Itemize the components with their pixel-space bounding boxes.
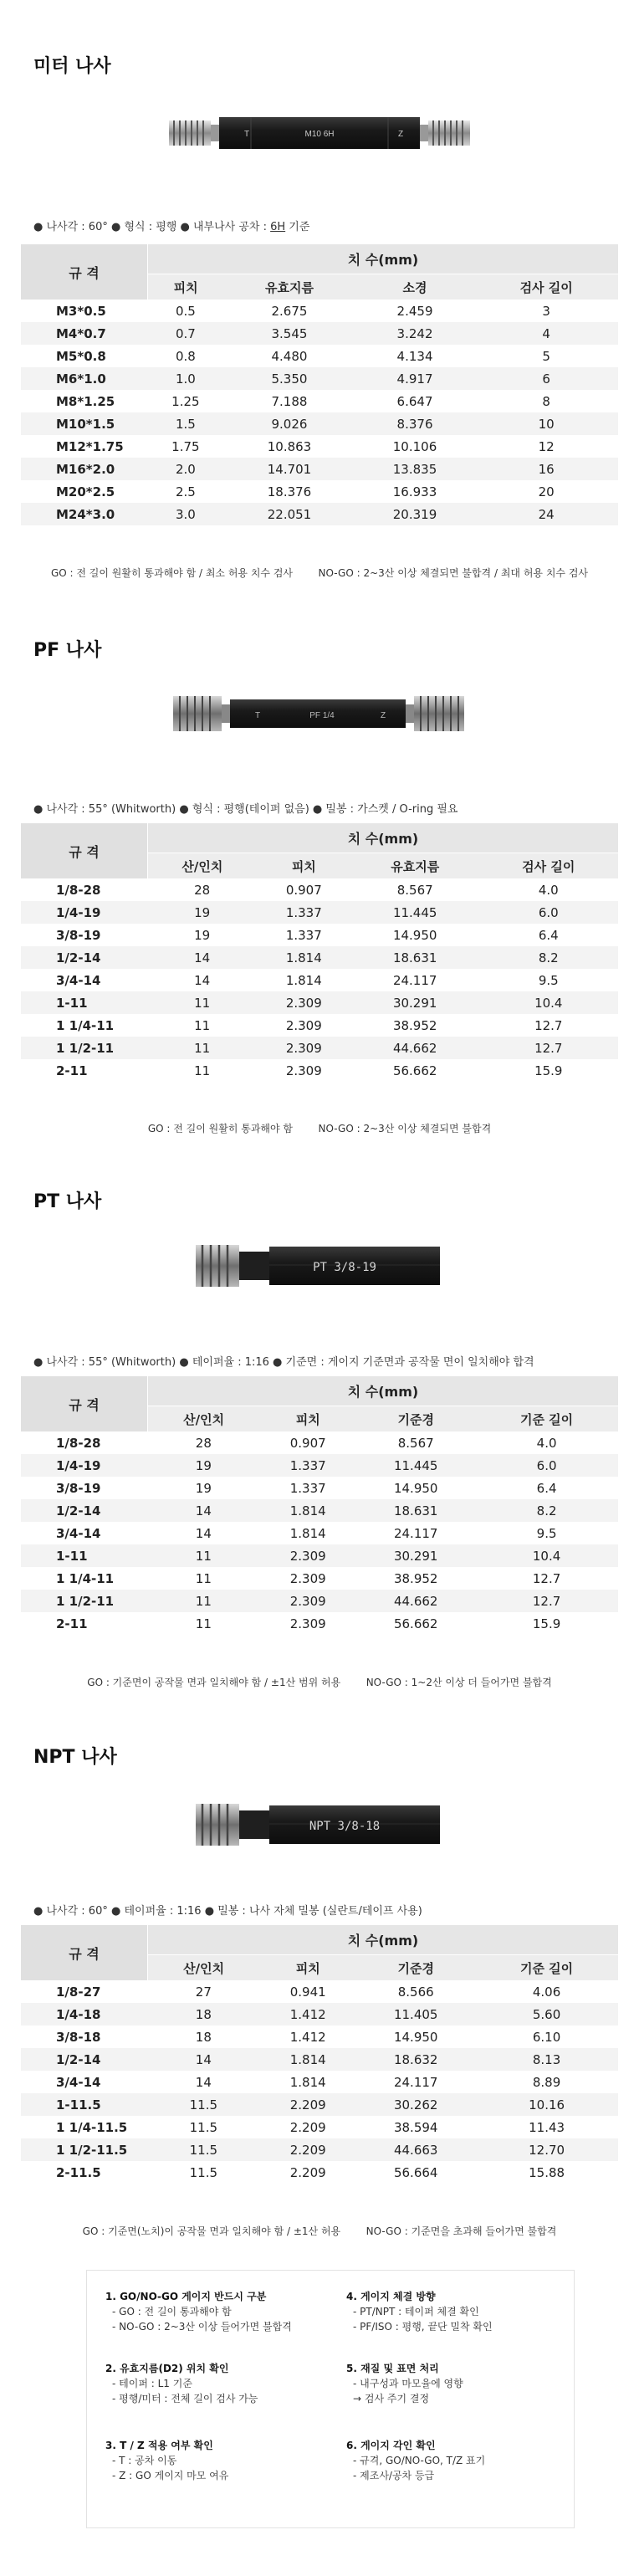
table-cell-spec: 2-11: [56, 1616, 88, 1631]
table-row: [21, 1544, 618, 1567]
table-cell: 10.16: [475, 2093, 618, 2116]
table-row: [21, 435, 618, 458]
table-cell: 11: [148, 1590, 260, 1612]
checklist-line: - T : 공차 이동: [112, 2455, 177, 2466]
checklist-line: - 제조사/공차 등급: [353, 2470, 435, 2481]
table-column-header: 기준경: [356, 1955, 475, 1981]
table-cell: 8.567: [397, 1435, 434, 1451]
table-cell-spec: 1/8-28: [56, 1435, 101, 1451]
table-cell: 11.5: [148, 2093, 260, 2116]
table-row: [21, 2138, 618, 2161]
table-cell: 2.209: [289, 2119, 326, 2135]
table-row: [21, 1014, 618, 1037]
table-cell: 6.0: [475, 1454, 618, 1477]
checklist-line: - PT/NPT : 테이퍼 체결 확인: [353, 2306, 479, 2317]
table-cell: 1.412: [259, 2003, 356, 2025]
table-cell: 15.9: [534, 1063, 563, 1078]
table-cell-spec: 3/4-14: [56, 972, 101, 988]
table-header-spec: 규 격: [21, 244, 148, 300]
table-cell: 0.907: [289, 1435, 326, 1451]
table-row: [21, 2025, 618, 2048]
table-cell: 1.25: [171, 393, 200, 409]
table-cell: 7.188: [271, 393, 308, 409]
table-cell: 2.209: [259, 2093, 356, 2116]
table-cell: 16: [474, 458, 618, 480]
checklist-heading: 5. 재질 및 표면 처리: [346, 2363, 439, 2374]
table-cell: 10.106: [392, 438, 437, 454]
table-cell-spec: 1 1/4-11.5: [56, 2119, 128, 2135]
table-cell: 10.4: [479, 991, 618, 1014]
table-cell: 14: [194, 972, 211, 988]
gauge-mark-z: Z: [381, 711, 386, 720]
table-cell: 30.291: [351, 991, 479, 1014]
table-cell: 8.376: [355, 412, 475, 435]
table-row: [21, 1522, 618, 1544]
table-cell: 38.952: [392, 1017, 437, 1033]
table-cell: 10.4: [475, 1544, 618, 1567]
gauge-mark-t: T: [255, 711, 261, 720]
table-cell-spec: M5*0.8: [56, 348, 106, 364]
table-cell: 14: [148, 946, 257, 969]
metric-spec-line: ● 나사각 : 60° ● 형식 : 평행 ● 내부나사 공차 : 6H 기준: [33, 221, 310, 233]
table-cell: 12: [538, 438, 555, 454]
table-cell: 1.337: [257, 901, 351, 924]
table-cell: 0.907: [285, 882, 322, 898]
table-cell: 2.309: [285, 1063, 322, 1078]
table-cell: 8: [542, 393, 550, 409]
table-row: [21, 1431, 618, 1454]
table-row: [21, 901, 618, 924]
table-cell: 4.917: [355, 367, 475, 390]
table-cell: 56.662: [392, 1063, 437, 1078]
table-row: [21, 1980, 618, 2003]
pf-spec-line: ● 나사각 : 55° (Whitworth) ● 형식 : 평행(테이퍼 없음) ● 밀봉 : 가스켓 / O-ring 필요: [33, 803, 458, 816]
table-row: [21, 2093, 618, 2116]
table-cell: 18.631: [356, 1499, 475, 1522]
gauge-engraving: M10 6H: [304, 130, 335, 139]
table-cell: 5.60: [475, 2003, 618, 2025]
table-cell: 4.480: [271, 348, 308, 364]
table-cell-spec: 1-11: [21, 1544, 148, 1567]
table-cell-spec: 1/4-19: [21, 1454, 148, 1477]
table-row: [21, 458, 618, 480]
table-cell: 12.7: [532, 1570, 561, 1586]
checklist-line: → 검사 주기 결정: [353, 2393, 430, 2404]
table-cell: 8.567: [396, 882, 433, 898]
table-cell: 3.545: [223, 322, 355, 345]
table-cell: 28: [194, 882, 211, 898]
table-cell: 11.43: [529, 2119, 565, 2135]
table-cell: 11.405: [356, 2003, 475, 2025]
table-cell: 11: [194, 1017, 211, 1033]
checklist-item: [105, 2361, 258, 2406]
table-cell: 2.309: [259, 1590, 356, 1612]
table-cell: 8.2: [479, 946, 618, 969]
table-cell: 0.7: [148, 322, 224, 345]
table-cell-spec: 2-11: [56, 1063, 88, 1078]
table-row: [21, 367, 618, 390]
table-column-header: 피치: [259, 1955, 356, 1981]
table-cell: 38.952: [393, 1570, 438, 1586]
table-cell: 19: [148, 1454, 260, 1477]
table-cell: 4.0: [536, 1435, 557, 1451]
table-cell-spec: 2-11.5: [56, 2164, 101, 2180]
table-row: [21, 1477, 618, 1499]
table-cell: 15.88: [529, 2164, 565, 2180]
table-column-header: 기준 길이: [475, 1406, 618, 1432]
checklist-heading: 2. 유효지름(D2) 위치 확인: [105, 2363, 229, 2374]
table-cell: 1.337: [285, 927, 322, 943]
table-cell: 4.134: [396, 348, 433, 364]
table-cell-spec: 1/2-14: [21, 1499, 148, 1522]
table-header-dimensions: 치 수(mm): [148, 1376, 619, 1406]
gauge-mark-z: Z: [398, 130, 404, 139]
table-column-header: 기준 길이: [475, 1955, 618, 1981]
table-cell: 14: [148, 1499, 260, 1522]
section-title-pf: PF 나사: [33, 640, 102, 661]
metric-spec-table: [21, 244, 618, 525]
table-cell: 44.662: [356, 1590, 475, 1612]
table-cell-spec: 1-11: [21, 991, 148, 1014]
table-header-spec: 규 격: [21, 1376, 148, 1431]
table-cell: 2.309: [289, 1616, 326, 1631]
table-row: [21, 1590, 618, 1612]
checklist-item: [105, 2289, 292, 2334]
table-cell: 1.814: [285, 972, 322, 988]
table-row: [21, 1499, 618, 1522]
table-cell: 14.950: [392, 927, 437, 943]
table-cell: 18: [195, 2029, 212, 2045]
table-cell: 11.445: [356, 1454, 475, 1477]
table-column-header: 기준경: [356, 1406, 475, 1432]
table-cell-spec: 3/4-14: [56, 2074, 101, 2090]
table-cell: 1.337: [289, 1480, 326, 1496]
table-row: [21, 1567, 618, 1590]
table-row: [21, 2048, 618, 2071]
table-cell: 9.026: [223, 412, 355, 435]
table-cell-spec: M20*2.5: [56, 484, 115, 499]
table-cell: 18.631: [351, 946, 479, 969]
table-cell-spec: M3*0.5: [56, 303, 106, 319]
table-cell: 18.376: [267, 484, 312, 499]
pt-spec-line: ● 나사각 : 55° (Whitworth) ● 테이퍼율 : 1:16 ● 기준면 : 게이지 기준면과 공작물 면이 일치해야 합격: [33, 1356, 534, 1369]
table-cell: 1.5: [148, 412, 224, 435]
table-row: [21, 2116, 618, 2138]
table-cell: 11.5: [189, 2119, 218, 2135]
table-cell-spec: M8*1.25: [56, 393, 115, 409]
table-column-header: 검사 길이: [474, 274, 618, 300]
pf-note: GO : 전 길이 원활히 통과해야 함 NO-GO : 2~3산 이상 체결되면 불합격: [147, 1123, 492, 1134]
table-cell: 2.309: [289, 1570, 326, 1586]
table-header-dimensions: 치 수(mm): [148, 244, 619, 274]
table-row: [21, 2161, 618, 2184]
table-cell-spec: 3/8-18: [56, 2029, 101, 2045]
table-cell: 1.412: [289, 2029, 326, 2045]
table-cell: 8.13: [475, 2048, 618, 2071]
table-cell: 1.814: [257, 946, 351, 969]
table-cell: 8.2: [475, 1499, 618, 1522]
table-cell: 0.5: [175, 303, 196, 319]
table-cell: 2.0: [148, 458, 224, 480]
table-cell: 2.309: [259, 1544, 356, 1567]
table-cell-spec: 1/2-14: [21, 946, 148, 969]
section-title-metric: 미터 나사: [33, 56, 111, 77]
table-cell: 6.4: [538, 927, 559, 943]
table-row: [21, 1059, 618, 1082]
table-cell-spec: 1 1/2-11: [21, 1037, 148, 1059]
table-cell: 24.117: [393, 1525, 438, 1541]
table-cell: 19: [195, 1480, 212, 1496]
table-cell: 2.5: [175, 484, 196, 499]
table-column-header: 산/인치: [148, 1406, 260, 1432]
table-cell-spec: M6*1.0: [21, 367, 148, 390]
table-cell: 30.291: [356, 1544, 475, 1567]
checklist-item: [346, 2361, 463, 2406]
table-row: [21, 924, 618, 946]
checklist-item: [105, 2438, 228, 2483]
table-cell: 11: [195, 1570, 212, 1586]
checklist-heading: 6. 게이지 각인 확인: [346, 2440, 436, 2451]
table-row: [21, 991, 618, 1014]
table-cell: 11.5: [189, 2164, 218, 2180]
table-cell: 1.337: [259, 1454, 356, 1477]
table-cell: 6.10: [532, 2029, 561, 2045]
gauge-engraving: PT 3/8-19: [313, 1261, 376, 1274]
table-cell: 19: [148, 901, 257, 924]
table-header-dimensions: 치 수(mm): [148, 823, 619, 853]
table-cell: 11: [148, 1037, 257, 1059]
table-cell: 4.0: [538, 882, 559, 898]
table-cell: 19: [194, 927, 211, 943]
checklist-box: [86, 2270, 575, 2528]
table-header-spec: 규 격: [21, 823, 148, 878]
table-cell: 6.4: [536, 1480, 557, 1496]
checklist-line: - Z : GO 게이지 마모 여유: [112, 2470, 229, 2481]
table-cell: 1.75: [171, 438, 200, 454]
table-cell: 14: [195, 1525, 212, 1541]
table-cell-spec: 1 1/4-11: [56, 1017, 115, 1033]
checklist-item: [346, 2438, 485, 2483]
table-cell: 14.950: [393, 2029, 438, 2045]
table-cell-spec: M12*1.75: [56, 438, 124, 454]
section-title-npt: NPT 나사: [33, 1747, 117, 1768]
npt-spec-table: [21, 1925, 618, 2184]
table-cell: 5.350: [223, 367, 355, 390]
pt-spec-table: [21, 1376, 618, 1635]
checklist-heading: 1. GO/NO-GO 게이지 반드시 구분: [105, 2291, 267, 2302]
checklist-item: [346, 2289, 493, 2334]
table-cell: 2.675: [271, 303, 308, 319]
table-cell: 56.662: [393, 1616, 438, 1631]
table-cell-spec: 1/4-18: [21, 2003, 148, 2025]
checklist-line: - 테이퍼 : L1 기준: [112, 2378, 192, 2389]
table-column-header: 피치: [257, 853, 351, 879]
metric-plug-gauge-image: [167, 110, 472, 159]
table-cell: 15.9: [532, 1616, 561, 1631]
table-cell: 22.051: [223, 503, 355, 525]
pt-note: GO : 기준면이 공작물 면과 일치해야 함 / ±1산 범위 허용 NO-GO : 1~2산 이상 더 들어가면 불합격: [87, 1677, 552, 1688]
table-cell: 2.309: [257, 1037, 351, 1059]
checklist-line: - 내구성과 마모율에 영향: [353, 2378, 463, 2389]
table-cell-spec: M16*2.0: [21, 458, 148, 480]
table-row: [21, 1454, 618, 1477]
table-cell-spec: 1/8-27: [56, 1984, 101, 2000]
table-cell: 11.445: [351, 901, 479, 924]
table-row: [21, 390, 618, 412]
table-cell: 13.835: [355, 458, 475, 480]
table-row: [21, 345, 618, 367]
table-row: [21, 1612, 618, 1635]
table-column-header: 산/인치: [148, 853, 257, 879]
table-cell-spec: 1/8-28: [56, 882, 101, 898]
table-cell: 20: [538, 484, 555, 499]
table-column-header: 산/인치: [148, 1955, 260, 1981]
table-cell: 56.664: [393, 2164, 438, 2180]
table-cell: 27: [195, 1984, 212, 2000]
table-cell: 24: [474, 503, 618, 525]
table-cell-spec: 3/4-14: [56, 1525, 101, 1541]
table-cell: 44.662: [351, 1037, 479, 1059]
table-cell-spec: 1/2-14: [21, 2048, 148, 2071]
table-cell-spec: 1/4-19: [21, 901, 148, 924]
table-row: [21, 1037, 618, 1059]
npt-plug-gauge-image: [194, 1799, 442, 1856]
table-row: [21, 503, 618, 525]
npt-note: GO : 기준면(노치)이 공작물 면과 일치해야 함 / ±1산 허용 NO-GO : 기준면을 초과해 들어가면 불합격: [82, 2225, 557, 2237]
table-cell: 12.7: [479, 1037, 618, 1059]
table-cell-spec: 1 1/2-11: [21, 1590, 148, 1612]
table-cell: 44.663: [356, 2138, 475, 2161]
gauge-engraving: NPT 3/8-18: [309, 1820, 381, 1833]
table-cell: 10: [474, 412, 618, 435]
table-row: [21, 300, 618, 322]
table-cell: 38.594: [393, 2119, 438, 2135]
checklist-line: - 규격, GO/NO-GO, T/Z 표기: [353, 2455, 486, 2466]
table-row: [21, 412, 618, 435]
checklist-heading: 3. T / Z 적용 여부 확인: [105, 2440, 213, 2451]
gauge-mark-t: T: [244, 130, 250, 139]
table-cell-spec: 1 1/4-11: [56, 1570, 115, 1586]
table-cell: 0.941: [289, 1984, 326, 2000]
checklist-line: - NO-GO : 2~3산 이상 들어가면 불합격: [112, 2321, 292, 2333]
table-cell: 24.117: [393, 2074, 438, 2090]
table-cell-spec: 1 1/2-11.5: [21, 2138, 148, 2161]
table-cell: 16.933: [392, 484, 437, 499]
table-cell: 18: [148, 2003, 260, 2025]
table-cell: 24.117: [392, 972, 437, 988]
table-cell: 28: [195, 1435, 212, 1451]
table-cell: 1.814: [289, 1525, 326, 1541]
table-row: [21, 322, 618, 345]
table-cell: 14.950: [393, 1480, 438, 1496]
table-cell: 4.06: [532, 1984, 561, 2000]
table-row: [21, 2071, 618, 2093]
table-cell: 2.209: [289, 2164, 326, 2180]
table-cell: 12.70: [475, 2138, 618, 2161]
pf-spec-table: [21, 823, 618, 1082]
table-cell: 1.814: [259, 2048, 356, 2071]
table-cell: 6.647: [396, 393, 433, 409]
table-cell: 5: [542, 348, 550, 364]
table-header-spec: 규 격: [21, 1925, 148, 1980]
checklist-heading: 4. 게이지 체결 방향: [346, 2291, 436, 2302]
table-row: [21, 946, 618, 969]
checklist-line: - GO : 전 길이 통과해야 함: [112, 2306, 232, 2317]
pf-plug-gauge-image: [171, 688, 468, 743]
table-cell: 2.309: [257, 991, 351, 1014]
table-cell: 3.242: [355, 322, 475, 345]
table-column-header: 검사 길이: [479, 853, 618, 879]
table-cell: 10.863: [267, 438, 312, 454]
table-row: [21, 2003, 618, 2025]
table-cell: 11: [148, 991, 257, 1014]
table-cell: 2.209: [259, 2138, 356, 2161]
table-cell: 1.814: [259, 1499, 356, 1522]
table-cell: 14.701: [223, 458, 355, 480]
table-cell: 6.0: [479, 901, 618, 924]
metric-note: GO : 전 길이 원활히 통과해야 함 / 최소 허용 치수 검사 NO-GO : 2~3산 이상 체결되면 불합격 / 최대 허용 치수 검사: [50, 567, 589, 579]
table-cell: 20.319: [355, 503, 475, 525]
table-cell: 18.632: [356, 2048, 475, 2071]
table-cell: 4: [474, 322, 618, 345]
checklist-line: - PF/ISO : 평행, 끝단 밀착 확인: [353, 2321, 493, 2333]
table-cell: 8.89: [532, 2074, 561, 2090]
table-cell: 14: [195, 2074, 212, 2090]
table-cell: 3: [542, 303, 550, 319]
table-cell: 11: [148, 1544, 260, 1567]
table-cell: 3.0: [148, 503, 224, 525]
table-cell-spec: M10*1.5: [21, 412, 148, 435]
table-cell: 11.5: [148, 2138, 260, 2161]
table-cell: 1.0: [148, 367, 224, 390]
table-cell: 30.262: [356, 2093, 475, 2116]
table-cell: 9.5: [536, 1525, 557, 1541]
table-row: [21, 878, 618, 901]
table-cell-spec: M4*0.7: [21, 322, 148, 345]
section-title-pt: PT 나사: [33, 1191, 102, 1212]
table-cell: 8.566: [397, 1984, 434, 2000]
table-cell: 11: [194, 1063, 211, 1078]
table-column-header: 유효지름: [351, 853, 479, 879]
table-cell-spec: 3/8-19: [56, 1480, 101, 1496]
table-cell: 0.8: [175, 348, 196, 364]
gauge-engraving: PF 1/4: [309, 711, 335, 720]
table-cell: 12.7: [475, 1590, 618, 1612]
table-cell: 2.309: [285, 1017, 322, 1033]
table-column-header: 피치: [259, 1406, 356, 1432]
table-cell: 11: [195, 1616, 212, 1631]
table-cell-spec: 3/8-19: [56, 927, 101, 943]
table-cell: 12.7: [534, 1017, 563, 1033]
pt-plug-gauge-image: [194, 1240, 442, 1297]
table-cell: 6: [474, 367, 618, 390]
table-column-header: 소경: [355, 274, 475, 300]
table-cell: 9.5: [538, 972, 559, 988]
table-cell: 14: [148, 2048, 260, 2071]
table-column-header: 피치: [148, 274, 224, 300]
table-cell: 2.459: [396, 303, 433, 319]
table-header-dimensions: 치 수(mm): [148, 1925, 619, 1955]
table-cell: 1.814: [289, 2074, 326, 2090]
table-column-header: 유효지름: [223, 274, 355, 300]
npt-spec-line: ● 나사각 : 60° ● 테이퍼율 : 1:16 ● 밀봉 : 나사 자체 밀봉 (실란트/테이프 사용): [33, 1905, 422, 1918]
checklist-line: - 평행/미터 : 전체 길이 검사 가능: [112, 2393, 258, 2404]
table-cell-spec: M24*3.0: [21, 503, 148, 525]
table-row: [21, 969, 618, 991]
table-cell-spec: 1-11.5: [21, 2093, 148, 2116]
table-row: [21, 480, 618, 503]
